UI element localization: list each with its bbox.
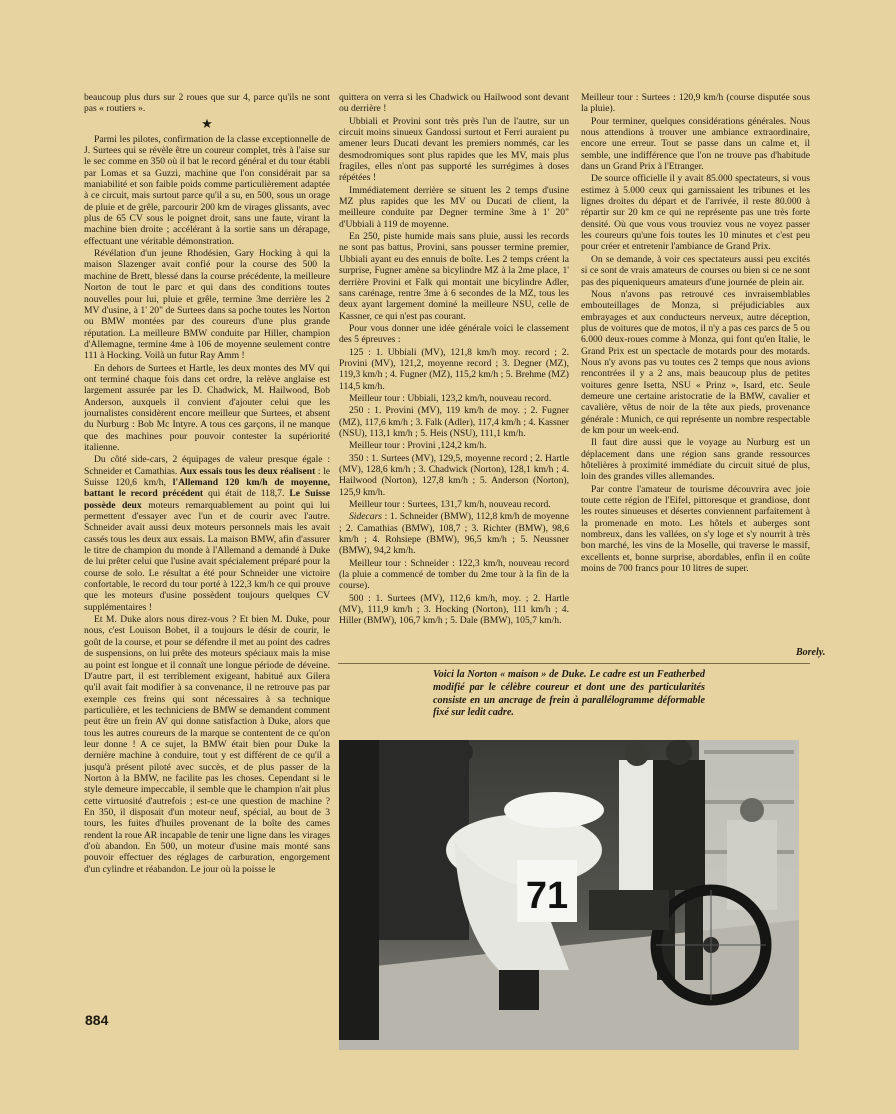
paragraph	[581, 116, 810, 173]
text-run: Meilleur tour : Provini ,124,2 km/h.	[349, 440, 487, 452]
text-run: Du côté side-cars, 2 équipages de valeur presque égale : Schneider et Camathias.	[84, 454, 330, 477]
paragraph	[339, 116, 569, 184]
article-column-2	[339, 92, 569, 648]
paragraph	[339, 185, 569, 230]
paragraph	[339, 393, 569, 404]
paragraph	[84, 454, 330, 613]
paragraph	[581, 173, 810, 252]
text-run: qui était de 118,7.	[203, 488, 290, 500]
photo-caption: Voici la Norton « maison » de Duke. Le cadre est un Featherbed modifié par le célèbre coureur et dont une des particularités consiste en un ancrage de frein à parallélogramme déformable fixé sur ledit cadre.	[433, 669, 705, 719]
paragraph	[339, 92, 569, 115]
star-separator-icon: ★	[201, 115, 213, 131]
text-run: 350 : 1. Surtees (MV), 129,5, moyenne record ; 2. Hartle (MV), 128,6 km/h ; 3. Chadwick (Norton), 128,1 km/h ; 4. Hailwood (Norton), 127,8 km/h ; 5. Anderson (Norton), 125,9 km/h.	[339, 452, 569, 498]
paragraph	[581, 289, 810, 436]
paragraph	[84, 92, 330, 115]
paragraph	[339, 453, 569, 498]
text-run: En dehors de Surtees et Hartle, les deux montes des MV qui ont terminé chaque fois dans cet ordre, la relève anglaise est largement assurée par les D. Chadwick, M. Hailwood, Bob Anderson, auxquels il convient d'ajouter celui que les journalistes considèrent encore meilleur que Surtees, et absent du Nurburg : Bob Mc Intyre. A tous ces garçons, il ne manque que des machines pour pouvoir contester la supériorité italienne.	[84, 362, 330, 453]
caption-divider	[338, 663, 810, 664]
text-run: Pour terminer, quelques considérations générales. Nous nous attendions à trouver une ambiance extraordinaire, encore une erreur. Tout se passe dans un calme et, il semble, une indifférence que l'on ne trouve pas d'habitude dans un Grand Prix à l'Etranger.	[581, 115, 810, 173]
text-run: Aux essais tous les deux réalisent	[179, 465, 316, 477]
text-run: Meilleur tour : Surtees : 120,9 km/h (course disputée sous la pluie).	[581, 92, 810, 115]
paragraph	[339, 405, 569, 439]
article-column-1	[84, 92, 330, 1054]
text-run: 500 : 1. Surtees (MV), 112,6 km/h, moy. ; 2. Hartle (MV), 111,9 km/h ; 3. Hocking (Norton), 111 km/h ; 4. Hiller (BMW), 106,7 km/h ; 5. Dale (BMW), 105,7 km/h.	[339, 592, 569, 627]
text-run: : 1. Schneider (BMW), 112,8 km/h de moyenne ; 2. Camathias (BMW), 108,7 ; 3. Richter (BMW), 98,6 km/h ; 4. Rohsiepe (BMW), 96,5 km/h ; 5. Neussner (BMW), 94,2 km/h.	[339, 511, 569, 557]
text-run: Ubbiali et Provini sont très près l'un de l'autre, sur un circuit moins sinueux Gandossi surtout et Ferri auraient pu amener leurs Ducati devant les premiers nommés, car les desmodromiques sont plus rapides que les MV, mais plus fragiles, elles n'ont pas supporté les surrégimes à doses répétées !	[339, 115, 569, 184]
paragraph	[339, 593, 569, 627]
paragraph	[581, 484, 810, 575]
article-column-3	[581, 92, 810, 644]
paragraph	[339, 323, 569, 346]
paragraph	[84, 614, 330, 875]
text-run: moteurs remarquablement au point qui lui permettent d'essayer avec l'un et de courir avec l'autre. Schneider avait aussi deux moteurs personnels mais les avait cassés tous les deux aux essais. La maison BMW, afin d'assurer le titre de champion du monde à l'Allemand a demandé à Duke de lui prêter celui que l'usine avait spécialement préparé pour la course de solo. Le résultat a été pour Schneider une victoire confortable, le record du tour porté à 122,3 km/h ce qui prouve que les moteurs d'usine possèdent toujours quelques CV supplémentaires !	[84, 499, 330, 613]
author-signature: Borely.	[796, 647, 826, 658]
text-run: 125 : 1. Ubbiali (MV), 121,8 km/h moy. record ; 2. Provini (MV), 121,2, moyenne record ; 3. Degner (MZ), 119,3 km/h ; 4. Fugner (MZ), 115,2 km/h ; 5. Brehme (MZ) 114,5 km/h.	[339, 346, 569, 392]
paragraph	[339, 231, 569, 322]
paragraph	[581, 254, 810, 288]
text-run: Meilleur tour : Ubbiali, 123,2 km/h, nouveau record.	[349, 392, 552, 404]
paragraph	[339, 440, 569, 451]
text-run: Meilleur tour : Schneider : 122,3 km/h, nouveau record (la pluie a commencé de tomber du 2me tour à la fin de la course).	[339, 557, 569, 592]
text-run: 250 : 1. Provini (MV), 119 km/h de moy. ; 2. Fugner (MZ), 117,6 km/h ; 3. Falk (Adler), 117,4 km/h ; 4. Kassner (NSU), 113,1 km/h ; 5. Heis (NSU), 111,1 km/h.	[339, 405, 569, 439]
text-run: Nous n'avons pas retrouvé ces invraisemblables embouteillages de Monza, si préjudiciables aux embrayages et aux conducteurs nerveux, autre déception, plus de voitures que de motos, il n'y a pas ces parcs de 5 ou 6.000 deux-roues comme à Monza, qui font qu'en Italie, le Grand Prix est un spectacle de motards pour des motards. Nous n'y avons pas vu toutes ces 2 temps que nous avions rencontrées il y a 2 ans, mais beaucoup plus de petites voitures genre Isetta, NSU « Prinz », Isard, etc. Seule demeure une certaine aristocratie de la BMW, cavalier et cavalière, vêtus de noir de la tête aux pieds, provenance générale : Munich, ce qui représente un nombre respectable de km pour un week-end.	[581, 288, 810, 436]
paragraph	[84, 248, 330, 361]
race-number: 71	[525, 875, 569, 917]
page-number: 884	[85, 1012, 109, 1028]
text-run: Immédiatement derrière se situent les 2 temps d'usine MZ plus rapides que les MV ou Ducati de client, la meilleure conduite par Degner termine 3me à 1' 20" d'Ubbiali à 119 de moyenne.	[339, 184, 569, 230]
paragraph	[339, 499, 569, 510]
paragraph	[339, 347, 569, 392]
text-run: beaucoup plus durs sur 2 roues que sur 4, parce qu'ils ne sont pas « routiers ».	[84, 92, 330, 115]
paragraph	[339, 511, 569, 556]
text-run: On se demande, à voir ces spectateurs aussi peu excités si ce sont de vrais amateurs de courses ou bien si ce ne sont pas des piqueniqueurs amateurs d'une journée de plein air.	[581, 253, 810, 288]
text-run: En 250, piste humide mais sans pluie, aussi les records ne sont pas battus, Provini, sans pousser termine premier, Ubbiali ayant eu des ennuis de boîte. Les 2 temps créent la surprise, Fugner amène sa bicylindre MZ à la 2me place, 1' derrière Provini et Falk qui montait une bicylindre Adler, sans carénage, rentre 3me à 6 secondes de la MZ, tous les deux ayant largement dominé la meilleure NSU, celle de Kassner, ce qui n'est pas courant.	[339, 231, 569, 322]
paragraph	[581, 437, 810, 482]
text-run: : le Suisse 120,6 km/h,	[84, 465, 330, 488]
text-run: Et M. Duke alors nous direz-vous ? Et bien M. Duke, pour nous, c'est Louison Bobet, il a toujours le désir de courir, le goût de la course, et pour se défendre il met au point des cadres de suspensions, on lui prête des moteurs spéciaux mais la mise au point est longue et il connaît une longue période de déveine. D'autre part, il est terriblement exigeant, habitué aux Gilera qu'il avait fait modifier à sa convenance, il ne retrouve pas par exemple ces freins qui sont nécessaires à sa technique particulière, et les techniciens de BMW se demandent comment peut être un frein AV qui donne satisfaction à Duke, alors que tous les autres coureurs de la marque se contentent de ce qu'on leur donne ! A ce sujet, la BMW était bien pour Duke la dernière machine à conduire, tout y est différent de ce qu'il a jusqu'à présent piloté avec succès, et de plus passer de la Norton à la BMW, ne facilite pas les choses. Cependant si le style demeure impeccable, il semble que le champion n'ait plus cette virtuosité d'autrefois ; est-ce une question de machine ? En 350, il disposait d'un moteur neuf, spécial, au bout de 3 tours, les fuites d'huiles provenant de la boîte des cames rendent la roue AR incapable de tenir une ligne dans les virages d'où abandon. En 500, un moteur d'usine mais monté sans pouvoir effectuer des réglages de carburation, engorgement d'un cylindre et réabandon. Le jour où la poisse le	[84, 614, 330, 875]
text-run: Meilleur tour : Surtees, 131,7 km/h, nouveau record.	[349, 499, 551, 511]
paragraph	[84, 363, 330, 454]
text-run: Par contre l'amateur de tourisme découvrira avec joie toute cette région de l'Eifel, pittoresque et grandiose, dont les routes sinueuses et désertes conviennent parfaitement à la promenade en moto. Les hôtels et auberges sont nombreux, dans les vallées, on s'y loge et s'y nourrit à très bon marché, les vins de la Moselle, qui traverse le massif, excellents et, bonne surprise, abordables, enfin il en coûte moins de 700 francs pour 10 litres de super.	[581, 483, 810, 575]
text-run: Pour vous donner une idée générale voici le classement des 5 épreuves :	[339, 322, 569, 346]
text-run: l'Allemand 120 km/h de moyenne, battant le record précédent	[84, 477, 330, 500]
paragraph	[581, 92, 810, 115]
text-run: Le Suisse possède deux	[84, 488, 330, 511]
text-run: Sidecars	[349, 511, 383, 523]
text-run: De source officielle il y avait 85.000 spectateurs, si vous estimez à 5.000 ceux qui garnissaient les tribunes et les lignes droites du départ et de l'arrivée, il reste 80.000 à répartir sur 20 km ce qui ne représente pas une très forte densité. Où que vous vous trouviez vous ne voyez passer les coureurs qu'une fois toutes les 10 minutes et c'est peu pour créer et entretenir l'ambiance de Grand Prix.	[581, 173, 810, 253]
motorcycle-photo-illustration	[339, 740, 799, 1050]
paragraph	[84, 134, 330, 247]
text-run: Révélation d'un jeune Rhodésien, Gary Hocking à qui la maison Slazenger avait confié pour la course des 500 la machine de Brett, blessé dans la course précédente, la meilleure Norton de tout le parc et qui dans des conditions toutes nouvelles pour lui, pluie et grêle, termine 3me derrière les 2 MV d'usine, à 1' 20" de Surtees dans sa poche toutes les Norton ou BMW montées par des coureurs d'une plus grande réputation. La meilleure BMW conduite par Hiller, champion d'Allemagne, termine 4me à 106 de moyenne seulement contre 111 à Hocking. Voilà un futur Ray Amm !	[84, 248, 330, 362]
paragraph	[339, 558, 569, 592]
text-run: Parmi les pilotes, confirmation de la classe exceptionnelle de J. Surtees qui se révèle être un coureur complet, très à l'aise sur le sec comme en 350 où il bat le record général et du tour établi par Lomas et sa Guzzi, machine que l'on considérait par sa maniabilité et son faible poids comme particulièrement adaptée à ce circuit, mais surtout parce qu'il a su, en 500, sous un orage de pluie et de grêle, parcourir 200 km de virages glissants, avec plus de 65 CV sous le poignet droit, sans une faute, virant la machine bien droite ; accélérant à la sortie sans un dérapage, effectuant une véritable démonstration.	[84, 133, 330, 247]
text-run: Il faut dire aussi que le voyage au Nurburg est un déplacement dans une région sans grande ressources hôtelières à proximité immédiate du circuit situé de plus, loin des grandes villes allemandes.	[581, 437, 810, 483]
motorcycle-photo	[339, 740, 799, 1050]
text-run: quittera on verra si les Chadwick ou Hailwood sont devant ou derrière !	[339, 92, 569, 115]
